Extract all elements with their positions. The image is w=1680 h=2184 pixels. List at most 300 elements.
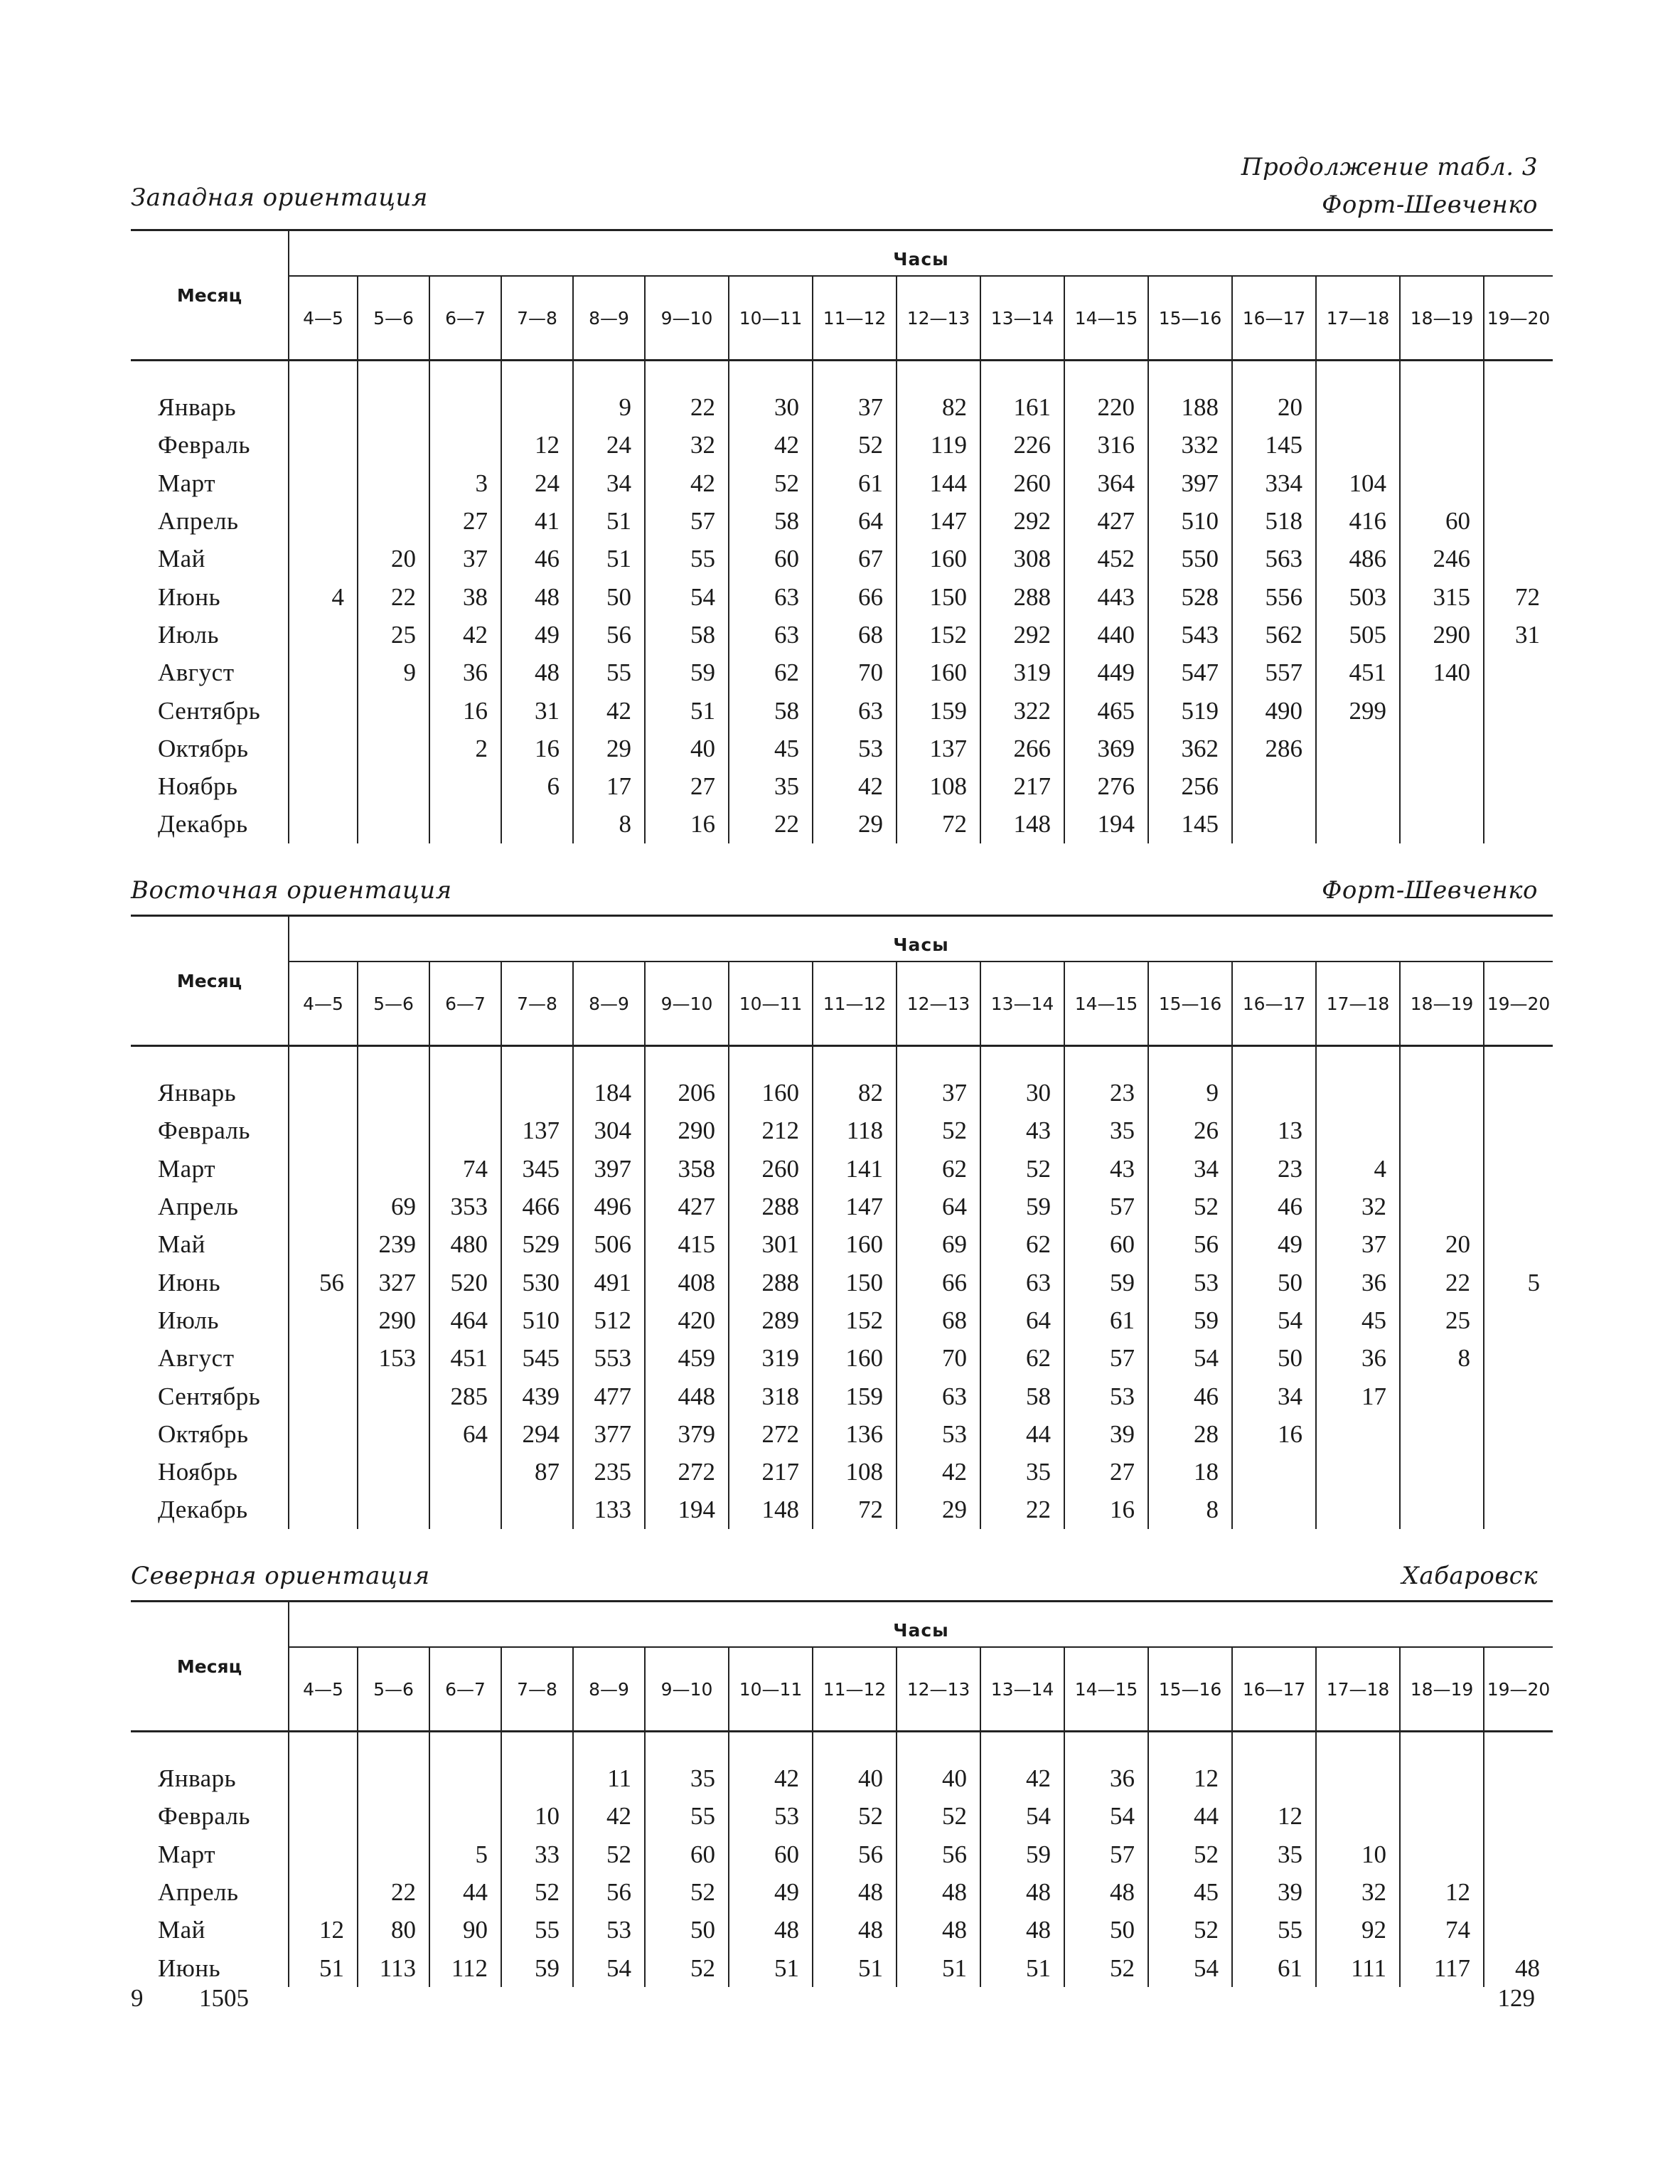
month-column-header: Месяц	[131, 1602, 289, 1732]
month-label: Апрель	[158, 507, 239, 536]
value-cell: 45	[729, 730, 813, 767]
table-row	[131, 426, 1553, 464]
value-cell: 37	[1316, 1225, 1400, 1263]
value-cell: 161	[980, 388, 1064, 426]
value-cell: 54	[1064, 1797, 1148, 1835]
spacer-cell	[813, 361, 897, 389]
value-cell: 54	[1148, 1949, 1232, 1986]
month-label: Февраль	[158, 431, 250, 459]
table-row	[131, 730, 1553, 767]
spacer-cell	[1148, 1732, 1232, 1760]
value-cell: 8	[1400, 1339, 1484, 1377]
hour-column-header: 4—5	[289, 276, 358, 361]
value-cell: 29	[813, 805, 897, 843]
table-row	[131, 1453, 1553, 1491]
value-cell: 51	[573, 502, 645, 540]
value-cell: 530	[501, 1263, 573, 1301]
spacer-cell	[1232, 1046, 1316, 1075]
hour-column-header: 15—16	[1148, 962, 1232, 1046]
value-cell: 140	[1400, 654, 1484, 691]
value-cell: 24	[573, 426, 645, 464]
value-cell: 50	[645, 1911, 729, 1949]
value-cell: 52	[501, 1873, 573, 1911]
value-cell: 49	[501, 616, 573, 654]
spacer-cell	[131, 1732, 289, 1760]
value-cell	[1232, 805, 1316, 843]
table-row	[131, 1911, 1553, 1949]
value-cell: 51	[897, 1949, 980, 1986]
value-cell: 34	[1148, 1150, 1232, 1188]
value-cell: 16	[1232, 1415, 1316, 1453]
hour-column-header: 12—13	[897, 1647, 980, 1732]
value-cell: 70	[897, 1339, 980, 1377]
value-cell	[358, 464, 429, 502]
value-cell	[1484, 1225, 1553, 1263]
value-cell: 59	[1064, 1263, 1148, 1301]
table-row	[131, 1873, 1553, 1911]
value-cell: 160	[813, 1225, 897, 1263]
value-cell: 60	[729, 540, 813, 577]
value-cell: 64	[813, 502, 897, 540]
hour-column-header: 18—19	[1400, 1647, 1484, 1732]
spacer-cell	[131, 1046, 289, 1075]
value-cell: 59	[1148, 1301, 1232, 1339]
value-cell: 53	[1064, 1377, 1148, 1415]
value-cell: 364	[1064, 464, 1148, 502]
value-cell	[1484, 1836, 1553, 1873]
table-east	[131, 915, 1551, 1529]
spacer-cell	[813, 1732, 897, 1760]
value-cell: 62	[897, 1150, 980, 1188]
value-cell: 22	[1400, 1263, 1484, 1301]
spacer-cell	[573, 361, 645, 389]
value-cell: 113	[358, 1949, 429, 1986]
value-cell: 55	[645, 540, 729, 577]
value-cell	[429, 1759, 501, 1797]
value-cell	[358, 691, 429, 729]
value-cell: 111	[1316, 1949, 1400, 1986]
value-cell: 512	[573, 1301, 645, 1339]
value-cell: 55	[645, 1797, 729, 1835]
value-cell: 20	[1232, 388, 1316, 426]
value-cell: 443	[1064, 577, 1148, 615]
value-cell	[289, 1112, 358, 1149]
value-cell: 74	[429, 1150, 501, 1188]
value-cell: 12	[1148, 1759, 1232, 1797]
value-cell	[1316, 1797, 1400, 1835]
value-cell	[1484, 691, 1553, 729]
value-cell: 266	[980, 730, 1064, 767]
hour-column-header: 17—18	[1316, 1647, 1400, 1732]
value-cell: 57	[1064, 1339, 1148, 1377]
hour-column-header: 11—12	[813, 962, 897, 1046]
value-cell: 53	[897, 1415, 980, 1453]
hour-column-header: 7—8	[501, 962, 573, 1046]
spacer-cell	[729, 1046, 813, 1075]
value-cell	[1484, 1759, 1553, 1797]
value-cell	[289, 805, 358, 843]
value-cell: 36	[429, 654, 501, 691]
value-cell	[358, 1797, 429, 1835]
value-cell: 48	[813, 1873, 897, 1911]
value-cell: 92	[1316, 1911, 1400, 1949]
value-cell	[1400, 1836, 1484, 1873]
value-cell: 119	[897, 426, 980, 464]
value-cell: 212	[729, 1112, 813, 1149]
hour-column-header: 12—13	[897, 276, 980, 361]
value-cell: 3	[429, 464, 501, 502]
value-cell: 22	[645, 388, 729, 426]
hour-column-header: 18—19	[1400, 962, 1484, 1046]
value-cell: 52	[813, 1797, 897, 1835]
value-cell: 353	[429, 1188, 501, 1225]
value-cell: 62	[729, 654, 813, 691]
value-cell: 35	[645, 1759, 729, 1797]
value-cell: 459	[645, 1339, 729, 1377]
value-cell: 36	[1064, 1759, 1148, 1797]
value-cell	[1484, 1873, 1553, 1911]
value-cell	[358, 502, 429, 540]
value-cell	[1400, 388, 1484, 426]
value-cell: 145	[1232, 426, 1316, 464]
value-cell: 12	[501, 426, 573, 464]
value-cell: 260	[980, 464, 1064, 502]
table-row	[131, 654, 1553, 691]
hours-group-header: Часы	[289, 1602, 1553, 1648]
hours-group-header: Часы	[289, 916, 1553, 962]
value-cell: 5	[1484, 1263, 1553, 1301]
section-city-north: Хабаровск	[1401, 1562, 1538, 1590]
month-label: Март	[158, 1840, 215, 1868]
value-cell: 51	[573, 540, 645, 577]
hour-column-header: 15—16	[1148, 276, 1232, 361]
value-cell: 43	[980, 1112, 1064, 1149]
value-cell: 40	[645, 730, 729, 767]
month-label: Сентябрь	[158, 1382, 261, 1410]
spacer-cell	[729, 1732, 813, 1760]
value-cell: 153	[358, 1339, 429, 1377]
table-row	[131, 464, 1553, 502]
value-cell: 53	[813, 730, 897, 767]
value-cell: 288	[729, 1188, 813, 1225]
value-cell: 56	[813, 1836, 897, 1873]
value-cell: 32	[1316, 1188, 1400, 1225]
month-label: Январь	[158, 393, 237, 422]
value-cell: 48	[813, 1911, 897, 1949]
value-cell: 491	[573, 1263, 645, 1301]
month-label: Май	[158, 1230, 205, 1259]
value-cell: 50	[1064, 1911, 1148, 1949]
value-cell: 59	[645, 654, 729, 691]
hour-column-header: 16—17	[1232, 276, 1316, 361]
value-cell: 6	[501, 767, 573, 805]
value-cell: 318	[729, 1377, 813, 1415]
spacer-cell	[1148, 361, 1232, 389]
value-cell: 58	[645, 616, 729, 654]
value-cell: 58	[729, 691, 813, 729]
value-cell	[289, 426, 358, 464]
value-cell	[289, 540, 358, 577]
value-cell	[1484, 805, 1553, 843]
month-label: Сентябрь	[158, 696, 261, 725]
value-cell: 45	[1148, 1873, 1232, 1911]
hour-column-header: 16—17	[1232, 962, 1316, 1046]
spacer-cell	[429, 1732, 501, 1760]
value-cell: 519	[1148, 691, 1232, 729]
value-cell: 16	[429, 691, 501, 729]
value-cell: 49	[1232, 1225, 1316, 1263]
value-cell: 55	[501, 1911, 573, 1949]
value-cell: 145	[1148, 805, 1232, 843]
value-cell: 51	[645, 691, 729, 729]
hour-column-header: 9—10	[645, 962, 729, 1046]
value-cell: 56	[289, 1263, 358, 1301]
month-label: Август	[158, 1344, 235, 1373]
value-cell	[358, 1377, 429, 1415]
value-cell	[429, 1453, 501, 1491]
value-cell: 408	[645, 1263, 729, 1301]
value-cell: 54	[1148, 1339, 1232, 1377]
spacer-cell	[813, 1046, 897, 1075]
value-cell: 480	[429, 1225, 501, 1263]
hour-column-header: 8—9	[573, 962, 645, 1046]
hour-column-header: 19—20	[1484, 276, 1553, 361]
spacer-cell	[980, 1046, 1064, 1075]
value-cell: 56	[897, 1836, 980, 1873]
value-cell: 66	[813, 577, 897, 615]
value-cell	[1484, 767, 1553, 805]
spacer-cell	[289, 361, 358, 389]
spacer-cell	[501, 361, 573, 389]
value-cell: 42	[729, 1759, 813, 1797]
value-cell: 43	[1064, 1150, 1148, 1188]
value-cell: 144	[897, 464, 980, 502]
value-cell: 8	[1148, 1491, 1232, 1528]
value-cell	[501, 805, 573, 843]
value-cell	[1484, 1491, 1553, 1528]
value-cell	[289, 1225, 358, 1263]
month-label: Апрель	[158, 1878, 239, 1907]
value-cell: 20	[358, 540, 429, 577]
value-cell	[289, 1301, 358, 1339]
spacer-cell	[1484, 361, 1553, 389]
value-cell: 40	[897, 1759, 980, 1797]
value-cell	[1484, 654, 1553, 691]
value-cell: 55	[1232, 1911, 1316, 1949]
value-cell	[1484, 1453, 1553, 1491]
value-cell: 63	[897, 1377, 980, 1415]
value-cell: 550	[1148, 540, 1232, 577]
value-cell	[358, 1112, 429, 1149]
section-city-east: Форт-Шевченко	[1322, 876, 1538, 905]
value-cell: 57	[1064, 1836, 1148, 1873]
value-cell: 31	[1484, 616, 1553, 654]
value-cell: 60	[1064, 1225, 1148, 1263]
value-cell: 147	[897, 502, 980, 540]
value-cell: 90	[429, 1911, 501, 1949]
value-cell: 58	[729, 502, 813, 540]
value-cell	[358, 388, 429, 426]
value-cell: 68	[813, 616, 897, 654]
value-cell: 184	[573, 1074, 645, 1112]
value-cell: 12	[289, 1911, 358, 1949]
hour-column-header: 4—5	[289, 962, 358, 1046]
value-cell: 62	[980, 1225, 1064, 1263]
month-label: Ноябрь	[158, 1458, 238, 1486]
value-cell: 29	[573, 730, 645, 767]
hours-group-header: Часы	[289, 230, 1553, 277]
value-cell: 35	[1064, 1112, 1148, 1149]
value-cell: 35	[980, 1453, 1064, 1491]
table-row	[131, 1797, 1553, 1835]
value-cell: 529	[501, 1225, 573, 1263]
month-label: Январь	[158, 1764, 237, 1793]
value-cell	[289, 691, 358, 729]
hour-column-header: 11—12	[813, 276, 897, 361]
value-cell: 61	[1064, 1301, 1148, 1339]
value-cell	[289, 1074, 358, 1112]
value-cell: 52	[980, 1150, 1064, 1188]
month-label: Апрель	[158, 1193, 239, 1221]
value-cell: 439	[501, 1377, 573, 1415]
hour-column-header: 13—14	[980, 276, 1064, 361]
value-cell: 292	[980, 616, 1064, 654]
value-cell: 150	[897, 577, 980, 615]
month-label: Декабрь	[158, 810, 248, 838]
value-cell: 42	[980, 1759, 1064, 1797]
value-cell: 20	[1400, 1225, 1484, 1263]
value-cell: 334	[1232, 464, 1316, 502]
value-cell: 449	[1064, 654, 1148, 691]
hour-column-header: 16—17	[1232, 1647, 1316, 1732]
spacer-cell	[501, 1046, 573, 1075]
value-cell: 206	[645, 1074, 729, 1112]
value-cell: 345	[501, 1150, 573, 1188]
value-cell	[1232, 1453, 1316, 1491]
spacer-cell	[1316, 361, 1400, 389]
value-cell: 315	[1400, 577, 1484, 615]
table-row	[131, 1225, 1553, 1263]
data-table	[131, 229, 1553, 843]
value-cell	[1316, 805, 1400, 843]
value-cell: 152	[813, 1301, 897, 1339]
section-title-east: Восточная ориентация	[131, 876, 452, 905]
value-cell: 17	[573, 767, 645, 805]
value-cell: 59	[501, 1949, 573, 1986]
spacer-cell	[429, 361, 501, 389]
month-column-header: Месяц	[131, 230, 289, 361]
value-cell	[358, 426, 429, 464]
hour-column-header: 10—11	[729, 1647, 813, 1732]
value-cell: 51	[289, 1949, 358, 1986]
hour-column-header: 9—10	[645, 276, 729, 361]
value-cell: 272	[645, 1453, 729, 1491]
data-table	[131, 1600, 1553, 1987]
value-cell	[289, 1339, 358, 1377]
value-cell: 108	[897, 767, 980, 805]
value-cell	[289, 464, 358, 502]
value-cell: 34	[1232, 1377, 1316, 1415]
value-cell	[289, 1759, 358, 1797]
value-cell: 137	[897, 730, 980, 767]
table-row	[131, 1263, 1553, 1301]
value-cell: 52	[645, 1873, 729, 1911]
value-cell	[429, 767, 501, 805]
section-city-west: Форт-Шевченко	[1322, 191, 1538, 219]
month-column-header: Месяц	[131, 916, 289, 1046]
month-label: Ноябрь	[158, 772, 238, 801]
value-cell: 503	[1316, 577, 1400, 615]
value-cell: 37	[897, 1074, 980, 1112]
value-cell	[289, 1415, 358, 1453]
hour-column-header: 7—8	[501, 276, 573, 361]
value-cell: 32	[1316, 1873, 1400, 1911]
value-cell: 52	[813, 426, 897, 464]
value-cell: 66	[897, 1263, 980, 1301]
spacer-cell	[358, 1732, 429, 1760]
value-cell: 194	[1064, 805, 1148, 843]
value-cell: 26	[1148, 1112, 1232, 1149]
spacer-cell	[1148, 1046, 1232, 1075]
spacer-cell	[897, 361, 980, 389]
value-cell: 62	[980, 1339, 1064, 1377]
value-cell: 159	[813, 1377, 897, 1415]
value-cell: 397	[1148, 464, 1232, 502]
spacer-cell	[645, 1046, 729, 1075]
value-cell: 12	[1232, 1797, 1316, 1835]
value-cell: 63	[813, 691, 897, 729]
spacer-cell	[429, 1046, 501, 1075]
spacer-cell	[358, 361, 429, 389]
value-cell	[1400, 1150, 1484, 1188]
value-cell: 427	[1064, 502, 1148, 540]
value-cell: 11	[573, 1759, 645, 1797]
value-cell: 18	[1148, 1453, 1232, 1491]
value-cell: 61	[1232, 1949, 1316, 1986]
spacer-cell	[573, 1732, 645, 1760]
month-label: Август	[158, 659, 235, 687]
spacer-cell	[645, 1732, 729, 1760]
value-cell: 49	[729, 1873, 813, 1911]
table-row	[131, 1301, 1553, 1339]
value-cell: 5	[429, 1836, 501, 1873]
value-cell	[358, 1415, 429, 1453]
value-cell: 56	[1148, 1225, 1232, 1263]
value-cell	[1232, 1074, 1316, 1112]
value-cell: 52	[897, 1797, 980, 1835]
value-cell: 108	[813, 1453, 897, 1491]
value-cell	[429, 1074, 501, 1112]
month-label: Февраль	[158, 1802, 250, 1831]
value-cell	[358, 1453, 429, 1491]
value-cell: 299	[1316, 691, 1400, 729]
month-label: Июль	[158, 1306, 219, 1334]
value-cell: 48	[501, 654, 573, 691]
value-cell	[1316, 1453, 1400, 1491]
value-cell: 397	[573, 1150, 645, 1188]
spacer-cell	[1400, 361, 1484, 389]
value-cell: 379	[645, 1415, 729, 1453]
value-cell: 38	[429, 577, 501, 615]
value-cell	[358, 730, 429, 767]
value-cell: 36	[1316, 1339, 1400, 1377]
value-cell: 46	[1148, 1377, 1232, 1415]
hour-column-header: 14—15	[1064, 1647, 1148, 1732]
table-row	[131, 1836, 1553, 1873]
value-cell	[1400, 1377, 1484, 1415]
value-cell: 30	[729, 388, 813, 426]
table-west	[131, 229, 1551, 843]
